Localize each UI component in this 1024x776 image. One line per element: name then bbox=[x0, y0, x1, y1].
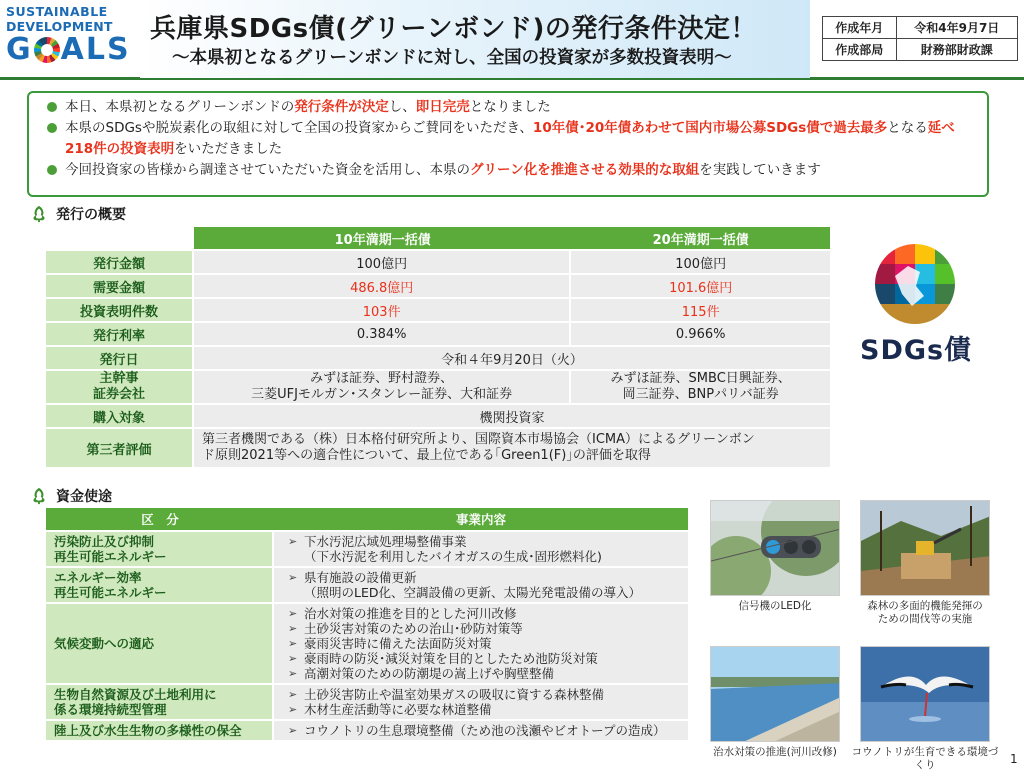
cell-value: 115件 bbox=[571, 299, 830, 321]
bullet-dot-icon bbox=[47, 102, 57, 112]
table-row bbox=[46, 532, 688, 566]
cell-value: 486.8億円 bbox=[194, 275, 571, 297]
photo-river-improvement bbox=[710, 646, 840, 742]
header bbox=[0, 0, 1024, 80]
table-header-row bbox=[46, 227, 830, 249]
table-row bbox=[46, 347, 830, 369]
row-label: 発行日 bbox=[46, 347, 194, 369]
bullet-dot-icon bbox=[47, 123, 57, 133]
photo-forest-thinning bbox=[860, 500, 990, 596]
category-line: エネルギー効率 bbox=[54, 570, 142, 585]
photo-caption bbox=[710, 600, 840, 613]
logo-letter-g: G bbox=[6, 32, 33, 67]
tree-icon bbox=[30, 487, 48, 505]
table-row bbox=[46, 299, 830, 321]
cell-value: 0.384% bbox=[194, 323, 571, 345]
info-label: 作成年月 bbox=[823, 17, 897, 39]
row-label: 投資表明件数 bbox=[46, 299, 194, 321]
category-label bbox=[46, 721, 274, 740]
info-row-dept bbox=[823, 39, 1018, 61]
caption-line: 治水対策の推進(河川改修) bbox=[713, 746, 837, 758]
traffic-light-image bbox=[711, 501, 840, 596]
forest-image bbox=[861, 501, 990, 596]
table-row bbox=[46, 371, 830, 403]
cell-value: 100億円 bbox=[571, 251, 830, 273]
cell-value: 機関投資家 bbox=[194, 405, 830, 427]
cell-line: みずほ証券、野村證券、 bbox=[310, 371, 454, 386]
highlight-text: 過去最多 bbox=[833, 120, 888, 136]
content-item: ➢ 土砂災害防止や温室効果ガスの吸収に資する森林整備 bbox=[288, 687, 680, 702]
row-label: 需要金額 bbox=[46, 275, 194, 297]
table-row bbox=[46, 604, 688, 683]
tree-icon bbox=[30, 205, 48, 223]
category-line: 気候変動への適応 bbox=[54, 636, 155, 651]
summary-item bbox=[47, 97, 977, 118]
photo-stork-habitat bbox=[860, 646, 990, 742]
column-header-category: 区 分 bbox=[46, 508, 274, 530]
caption-line: ための間伐等の実施 bbox=[877, 613, 973, 625]
content-item: ➢ 土砂災害対策のための治山･砂防対策等 bbox=[288, 621, 680, 636]
row-label: 発行金額 bbox=[46, 251, 194, 273]
info-row-date bbox=[823, 17, 1018, 39]
caption-line: 信号機のLED化 bbox=[738, 600, 812, 612]
sdgs-wheel-icon bbox=[34, 37, 60, 63]
cell-value: 101.6億円 bbox=[571, 275, 830, 297]
cell-line: みずほ証券、SMBC日興証券、 bbox=[610, 371, 791, 386]
summary-text: となる bbox=[887, 120, 928, 136]
content-cell bbox=[274, 685, 688, 719]
summary-text: 今回投資家の皆様から調達させていただいた資金を活用し、本県の bbox=[65, 162, 470, 178]
page-title: 兵庫県SDGs債(グリーンボンド)の発行条件決定！ bbox=[150, 14, 757, 44]
photo-led-traffic-light bbox=[710, 500, 840, 596]
table-row bbox=[46, 323, 830, 345]
cell-line: 岡三証券、BNPパリバ証券 bbox=[622, 387, 779, 402]
stork-image bbox=[861, 647, 990, 742]
row-label-line: 主幹事 bbox=[99, 371, 139, 386]
bullet-dot-icon bbox=[47, 165, 57, 175]
sdgs-logo bbox=[6, 6, 134, 72]
content-item: ➢ 高潮対策のための防潮堤の嵩上げや胸壁整備 bbox=[288, 666, 680, 681]
summary-item bbox=[47, 118, 977, 160]
category-label bbox=[46, 685, 274, 719]
table-header-row bbox=[46, 508, 688, 530]
content-cell bbox=[274, 568, 688, 602]
cell-line: ド原則2021等への適合性について、最上位である｢Green1(F)｣の評価を取得 bbox=[202, 448, 651, 463]
info-value: 令和4年9月7日 bbox=[896, 17, 1017, 39]
content-item: ➢ コウノトリの生息環境整備（ため池の浅瀬やビオトープの造成） bbox=[288, 723, 680, 738]
table-row bbox=[46, 275, 830, 297]
highlight-text: 即日完売 bbox=[415, 99, 470, 115]
category-line: 生物自然資源及び土地利用に bbox=[54, 687, 217, 702]
column-header-content: 事業内容 bbox=[274, 508, 688, 530]
category-line: 陸上及び水生生物の多様性の保全 bbox=[54, 723, 242, 738]
cell-value: 103件 bbox=[194, 299, 571, 321]
fund-table bbox=[46, 506, 688, 742]
content-item: （照明のLED化、空調設備の更新、太陽光発電設備の導入） bbox=[304, 585, 641, 600]
page-subtitle: 〜本県初となるグリーンボンドに対し、全国の投資家が多数投資表明〜 bbox=[172, 48, 732, 68]
content-cell bbox=[274, 532, 688, 566]
table-row bbox=[46, 721, 688, 740]
table-row bbox=[46, 405, 830, 427]
section-title: 発行の概要 bbox=[56, 207, 126, 223]
cell-line: 第三者機関である（株）日本格付研究所より、国際資本市場協会（ICMA）によるグリーンボン bbox=[202, 432, 755, 447]
table-row bbox=[46, 429, 830, 467]
table-row bbox=[46, 685, 688, 719]
category-line: 再生可能エネルギー bbox=[54, 585, 167, 600]
content-item: ➢ 治水対策の推進を目的とした河川改修 bbox=[288, 606, 680, 621]
category-label bbox=[46, 604, 274, 683]
content-cell bbox=[274, 721, 688, 740]
content-item: （下水汚泥を利用したバイオガスの生成･固形燃料化) bbox=[304, 549, 602, 564]
category-label bbox=[46, 532, 274, 566]
section-title: 資金使途 bbox=[56, 489, 112, 505]
issue-section-heading bbox=[30, 204, 126, 224]
summary-text: を実践していきます bbox=[699, 162, 821, 178]
highlight-text: 10年債･20年債あわせて国内市場公募SDGs債で bbox=[532, 120, 834, 136]
caption-line: 森林の多面的機能発揮の bbox=[867, 600, 983, 612]
cell-value: 0.966% bbox=[571, 323, 830, 345]
photo-caption bbox=[850, 746, 1000, 772]
table-row bbox=[46, 568, 688, 602]
cell-value: 令和４年9月20日（火） bbox=[194, 347, 830, 369]
logo-letters-als: ALS bbox=[60, 32, 131, 67]
photo-caption bbox=[855, 600, 995, 626]
content-item: ➢ 木材生産活動等に必要な林道整備 bbox=[288, 702, 680, 717]
content-item: ➢ 県有施設の設備更新 bbox=[288, 570, 680, 585]
highlight-text: 延べ218件の投資表明 bbox=[65, 120, 955, 157]
photo-caption bbox=[700, 746, 850, 759]
river-image bbox=[711, 647, 840, 742]
summary-text: となりました bbox=[469, 99, 551, 115]
cell-value: 100億円 bbox=[194, 251, 571, 273]
cell-line: 三菱UFJモルガン･スタンレー証券、大和証券 bbox=[251, 387, 513, 402]
highlight-text: 発行条件が決定 bbox=[294, 99, 389, 115]
category-label bbox=[46, 568, 274, 602]
summary-text: 本県のSDGsや脱炭素化の取組に対して全国の投資家からご賛同をいただき、 bbox=[65, 120, 533, 136]
column-header-10y: 10年満期一括債 bbox=[194, 227, 571, 249]
summary-text: をいただきました bbox=[174, 141, 283, 157]
page-number: 1 bbox=[1010, 752, 1018, 766]
column-header-20y: 20年満期一括債 bbox=[571, 227, 830, 249]
sdgs-bond-label: SDGs債 bbox=[860, 335, 973, 366]
row-label: 発行利率 bbox=[46, 323, 194, 345]
row-label: 第三者評価 bbox=[46, 429, 194, 467]
cell-value bbox=[194, 371, 571, 403]
issue-table bbox=[46, 225, 830, 469]
content-item: ➢ 下水汚泥広域処理場整備事業 bbox=[288, 534, 680, 549]
cell-value bbox=[194, 429, 830, 467]
logo-line-2: DEVELOPMENT bbox=[6, 18, 113, 34]
caption-line: コウノトリが生育できる環境づくり bbox=[851, 746, 999, 771]
category-line: 係る環境持続型管理 bbox=[54, 702, 167, 717]
table-row bbox=[46, 251, 830, 273]
summary-text: 本日、本県初となるグリーンボンドの bbox=[65, 99, 295, 115]
row-label bbox=[46, 371, 194, 403]
content-cell bbox=[274, 604, 688, 683]
content-item: ➢ 豪雨時の防災･減災対策を目的としたため池防災対策 bbox=[288, 651, 680, 666]
document-info-table bbox=[822, 16, 1018, 61]
summary-text: し、 bbox=[388, 99, 416, 115]
category-line: 汚染防止及び抑制 bbox=[54, 534, 155, 549]
highlight-text: グリーン化を推進させる効果的な取組 bbox=[470, 162, 700, 178]
summary-box bbox=[27, 91, 989, 197]
logo-line-3 bbox=[6, 32, 134, 67]
info-value: 財務部財政課 bbox=[896, 39, 1017, 61]
cell-value bbox=[571, 371, 830, 403]
logo-line-1: SUSTAINABLE bbox=[6, 4, 108, 19]
category-line: 再生可能エネルギー bbox=[54, 549, 167, 564]
empty-header bbox=[46, 227, 194, 249]
row-label-line: 証券会社 bbox=[92, 387, 145, 402]
summary-item bbox=[47, 160, 977, 181]
info-label: 作成部局 bbox=[823, 39, 897, 61]
row-label: 購入対象 bbox=[46, 405, 194, 427]
fund-section-heading bbox=[30, 486, 112, 506]
content-item: ➢ 豪雨災害時に備えた法面防災対策 bbox=[288, 636, 680, 651]
